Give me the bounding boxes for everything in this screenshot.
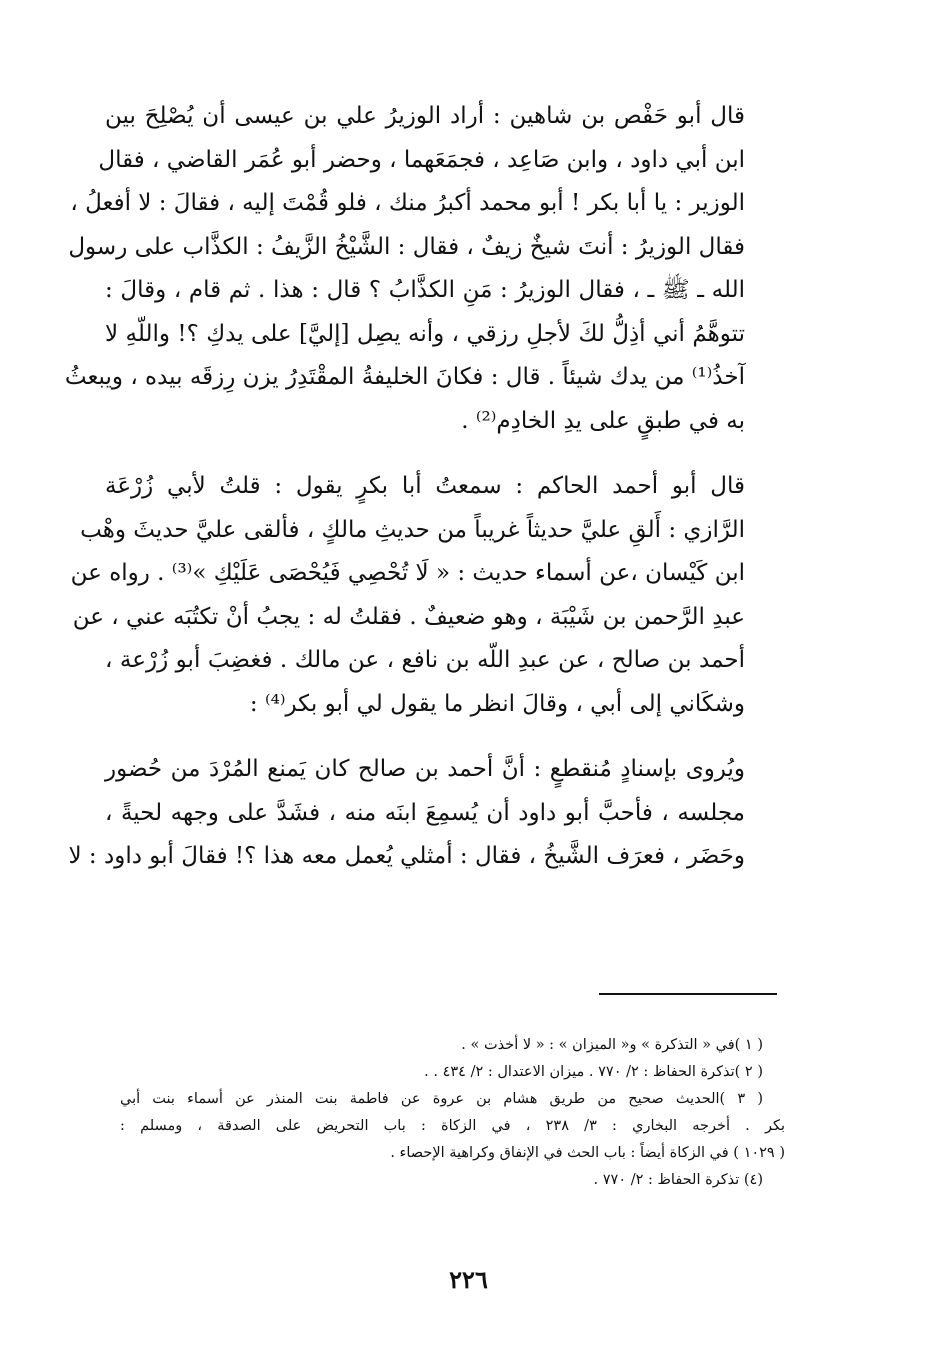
text-line: الرَّازي : أَلقِ عليَّ حديثاً غريباً من حديثِ مالكٍ ، فألقى عليَّ حديثَ وهْب [80, 516, 745, 543]
text-line: فقال الوزيرُ : أنتَ شيخٌ زيفٌ ، فقال : الشَّيْخُ الزَّيفُ : الكذَّاب على رسول [68, 233, 745, 260]
text-line: الوزير : يا أبا بكر ! أبو محمد أكبرُ منك ، فلو قُمْتَ إليه ، فقالَ : لا أفعلُ ، [70, 190, 745, 216]
footnote-3-continued: ( ١٠٢٩ ) في الزكاة أيضاً : باب الحث في الإنفاق وكراهية الإحصاء . [390, 1145, 785, 1161]
footnotes [120, 1032, 785, 1194]
footnote-3-continued: بكر . أخرجه البخاري : ٣/ ٢٣٨ ، في الزكاة : باب التحريض على الصدقة ، ومسلم : [120, 1118, 785, 1134]
text-line: عبدِ الرَّحمن بن شَيْبَة ، وهو ضعيفٌ . فقلتُ له : يجبُ أنْ تكتُبَه عني ، عن [72, 603, 745, 630]
text-line: وشكَاني إلى أبي ، وقالَ انظر ما يقول لي أبو بكر⁽⁴⁾ : [249, 690, 745, 717]
page-number: ٢٢٦ [449, 1265, 488, 1294]
text-line: تتوهَّمُ أني أذِلُّ لكَ لأجلِ رزقي ، وأنه يصِل [إليَّ] على يدكِ ؟! واللّهِ لا [105, 320, 745, 347]
text-line: وحَضَر ، فعرَف الشَّيخُ ، فقال : أمثلي يُعمل معه هذا ؟! فقالَ أبو داود : لا [68, 843, 745, 869]
footnote-3: ( ٣ )الحديث صحيح من طريق هشام بن عروة عن فاطمة بنت المنذر عن أسماء بنت أبي [120, 1091, 763, 1107]
paragraph-2 [70, 465, 785, 726]
main-text [64, 95, 785, 901]
footnote-1: ( ١ )في « التذكرة » و« الميزان » : « لا أخذت » . [461, 1037, 763, 1053]
paragraph-1 [64, 95, 785, 443]
text-line: مجلسه ، فأحبَّ أبو داود أن يُسمِعَ ابنَه منه ، فشَدَّ على وجهه لحيةً ، [105, 799, 745, 826]
text-line: الله ـ ﷺ ـ ، فقال الوزيرُ : مَنِ الكذَّابُ ؟ قال : هذا . ثم قام ، وقالَ : [105, 277, 745, 303]
text-line: ابن كَيْسان ،عن أسماء حديث : « لَا تُحْصِي فَيُحْصَى عَلَيْكِ »⁽³⁾ . رواه عن [70, 560, 745, 586]
text-line: ابن أبي داود ، وابن صَاعِد ، فجمَعَهما ، وحضر أبو عُمَر القاضي ، فقال [98, 146, 745, 173]
text-line: أحمد بن صالح ، عن عبدِ اللّه بن نافع ، عن مالك . فغضِبَ أبو زُرْعة ، [105, 647, 745, 673]
footnote-4: (٤) تذكرة الحفاظ : ٢/ ٧٧٠ . [593, 1172, 763, 1188]
paragraph-3 [68, 748, 785, 879]
text-line: آخذُ⁽¹⁾ من يدك شيئاً . قال : فكانَ الخليفةُ المقْتَدِرُ يزن رِزقَه بيده ، ويبعثُ [64, 364, 745, 390]
footnote-separator [599, 993, 777, 995]
text-line: به في طبقٍ على يدِ الخادِم⁽²⁾ . [461, 407, 745, 434]
text-line: ويُروى بإسنادٍ مُنقطعٍ : أنَّ أحمد بن صالح كان يَمنع المُرْدَ من حُضور [105, 756, 745, 782]
footnote-2: ( ٢ )تذكرة الحفاظ : ٢/ ٧٧٠ . ميزان الاعتدال : ٢/ ٤٣٤ . . [424, 1064, 763, 1080]
text-line: قال أبو حَفْص بن شاهين : أراد الوزيرُ علي بن عيسى أن يُصْلِحَ بين [105, 103, 745, 129]
text-line: قال أبو أحمد الحاكم : سمعتُ أبا بكرٍ يقول : قلتُ لأبي زُرْعَة [105, 473, 745, 499]
